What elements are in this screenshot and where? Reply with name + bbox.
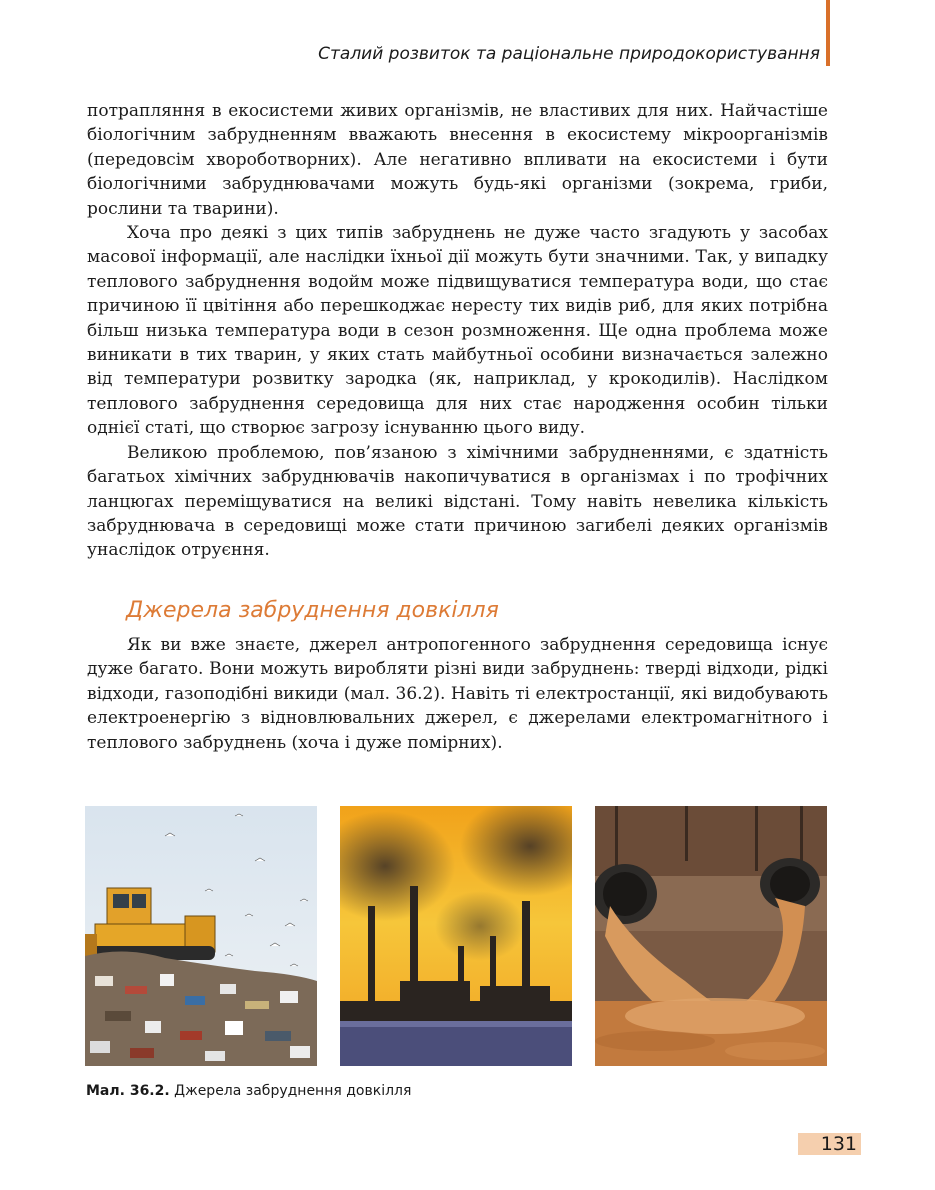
figure-caption <box>86 1083 411 1099</box>
paragraph-chemical-pollution: Великою проблемою, пов’язаною з хімічними забрудненнями, є здатність багатьох хімічних забруднювачів накопичуватися в організмах і по трофічних ланцюгах переміщуватися на великі відстані. Тому навіть невелика кількість забруднювача в середовищі може стати причиною загибелі деяких організмів унаслідок отруєння. <box>87 442 828 561</box>
photo-landfill-bulldozer <box>85 806 317 1066</box>
header-accent-bar <box>826 0 830 66</box>
photo-sewage-pipes <box>595 806 827 1066</box>
photo-factory-smoke <box>340 806 572 1066</box>
body-text-top <box>87 99 828 563</box>
section-heading: Джерела забруднення довкілля <box>126 598 499 623</box>
figure-label: Мал. 36.2. <box>86 1083 170 1099</box>
running-header-title: Сталий розвиток та раціональне природокористування <box>318 44 820 64</box>
paragraph-thermal-pollution: Хоча про деякі з цих типів забруднень не дуже часто згадують у засобах масової інформації, але наслідки їхньої дії можуть бути значними. Так, у випадку теплового забруднення водойм може підвищуватися температура води, що стає причиною її цвітіння або перешкоджає нересту тих видів риб, для яких потрібна більш низька температура води в сезон розмноження. Ще одна проблема може виникати в тих тварин, у яких стать майбутньої особини визначається залежно від температури розвитку зародка (як, наприклад, у крокодилів). Наслідком теплового забруднення середовища для них стає народження особин тільки однієї статі, що створює загрозу існуванню цього виду. <box>87 223 828 439</box>
paragraph-pollution-sources: Як ви вже знаєте, джерел антропогенного забруднення середовища існує дуже багато. Вони можуть виробляти різні види забруднень: тверді відходи, рідкі відходи, газоподібні викиди (мал. 36.2). Навіть ті електростанції, які видобувають електроенергію з відновлювальних джерел, є джерелами електромагнітного і теплового забруднень (хоча і дуже помірних). <box>87 635 828 753</box>
body-text-section <box>87 633 828 755</box>
page-number: 131 <box>798 1133 861 1155</box>
figure-caption-text: Джерела забруднення довкілля <box>174 1083 412 1099</box>
paragraph-continuation: потрапляння в екосистеми живих організмів, не властивих для них. Найчастіше біологічним забрудненням вважають внесення в екосистему мікроорганізмів (передовсім хвороботворних). Але негативно впливати на екосистеми і бути біологічними забруднювачами можуть будь-які організми (зокрема, гриби, рослини та тварини). <box>87 101 828 219</box>
